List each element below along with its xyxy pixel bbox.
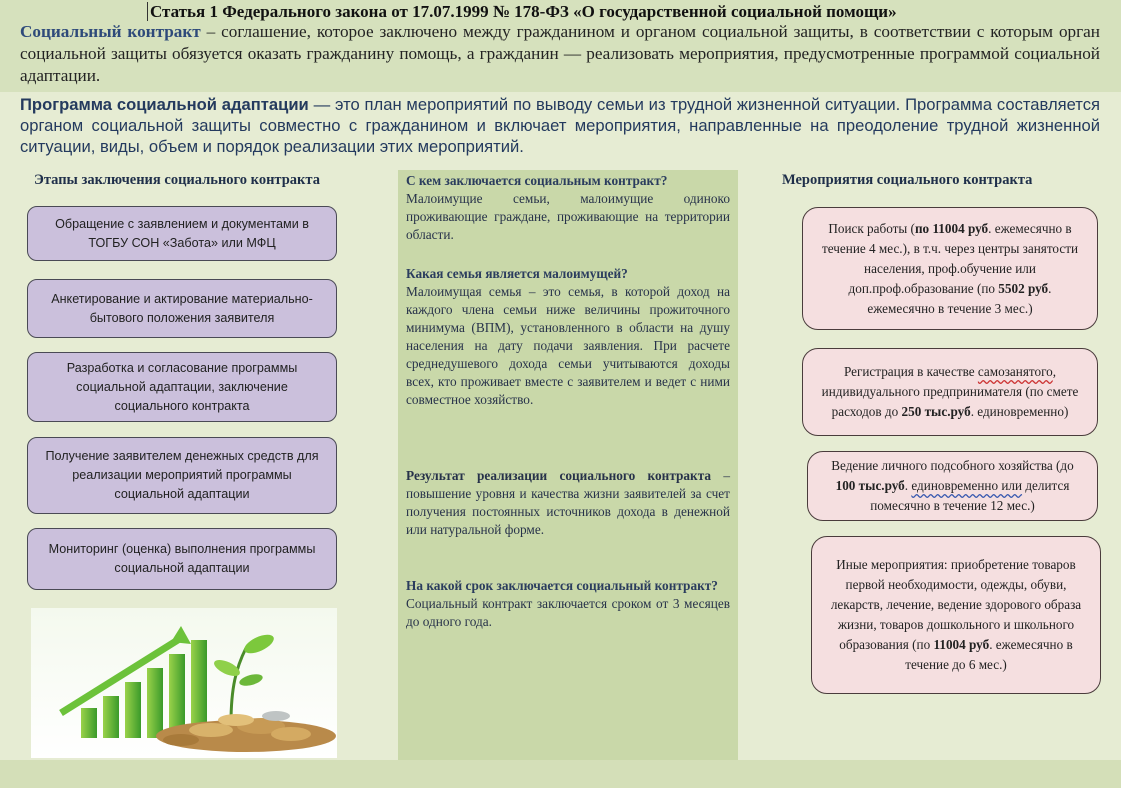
faq-answer-1: Малоимущие семьи, малоимущие одиноко проживающие граждане, проживающие на территории области. [406,191,730,242]
growth-chart-coins-illustration [31,608,337,758]
page-title: Статья 1 Федерального закона от 17.07.1999 № 178-ФЗ «О государственной социальной помощи» [147,2,977,21]
faq-question-1: С кем заключается социальным контракт? [406,173,668,188]
measure-2-part-e: . единовременно) [970,404,1069,419]
measure-4-part-c: . ежемесячно в течение до 6 мес.) [905,637,1073,672]
measure-1-part-a: Поиск работы ( [828,220,915,236]
measure-3-amount: 100 тыс.руб [835,478,905,493]
measure-2-selfemployed: самозанятого [977,364,1053,379]
faq-answer-2: Малоимущая семья – это семья, в которой доход на каждого члена семьи ниже величины прожиточного минимума (ВПМ), установленного в области на душу населения на дату подачи заявления. При расчете среднедушевого дохода семьи учитываются доходы всех, кто проживает вместе с заявителем и ведет с ними совместное хозяйство. [406,284,730,407]
measure-4-amount: 11004 руб [933,637,990,652]
faq-question-2: Какая семья является малоимущей? [406,266,628,281]
measure-1-part-c: . ежемесячно в течение 4 мес. [821,220,1072,256]
faq-item-1 [406,172,730,244]
program-text: — это план мероприятий по выводу семьи из трудной жизненной ситуации. Программа составляется органом социальной защиты совместно с гражданином и включает мероприятия, направленные на преодоление трудной жизненной ситуации, виды, объем и порядок реализации этих мероприятий. [20,95,1100,156]
definition-term: Социальный контракт [20,22,201,41]
stage-text-2: Анкетирование и актирование материально-бытового положения заявителя [51,291,313,325]
bottom-band [0,760,1121,788]
faq-item-2 [406,265,730,409]
growth-illustration [31,608,337,758]
measure-1-amount: по 11004 руб [914,220,989,236]
faq-question-3: Результат реализации социального контракта [406,468,712,483]
measure-text-1 [815,219,1085,319]
faq-item-4 [406,577,730,631]
measure-3-part-e: делится помесячно в течение 12 мес.) [870,478,1070,513]
measure-3-part-c: . [904,478,912,493]
stage-box-2 [27,279,337,338]
measure-box-2 [802,348,1098,436]
measure-1-amount-2: 5502 руб [998,280,1049,296]
stage-text-1: Обращение с заявлением и документами в ТОГБУ СОН «Забота» или МФЦ [55,216,309,250]
measure-1-part-d: ), в т.ч. через центры занятости населения, проф.обучение или доп.проф.образование (по [848,240,1079,296]
faq-item-3 [406,467,730,539]
definition-text: – соглашение, которое заключено между гражданином и органом социальной защиты, в соответствии с которым орган социальной защиты обязуется оказать гражданину помощь, а гражданин — реализовать мероприятия, предусмотренные программой социальной адаптации. [20,22,1101,85]
measure-2-amount: 250 тыс.руб [901,404,971,419]
stage-box-5 [27,528,337,590]
stage-box-1 [27,206,337,261]
measure-2-part-a: Регистрация в качестве [843,364,978,379]
faq-answer-4: Социальный контракт заключается сроком от 3 месяцев до одного года. [406,596,730,629]
definition-paragraph [20,21,1100,87]
measure-text-2 [815,362,1085,422]
stage-box-3 [27,352,337,422]
measure-text-4 [824,555,1088,675]
stage-text-5: Мониторинг (оценка) выполнения программы социальной адаптации [48,542,316,575]
stages-title: Этапы заключения социального контракта [34,172,320,188]
stage-text-4: Получение заявителем денежных средств для реализации мероприятий программы социальной адаптации [45,449,319,501]
stage-box-4 [27,437,337,514]
measure-3-onetime: единовременно или [911,478,1023,493]
program-term: Программа социальной адаптации [20,95,309,114]
measure-1-part-f: . ежемесячно в течение 3 мес.) [867,280,1052,316]
faq-answer-3 [406,467,730,539]
measure-2-part-c: , индивидуального предпринимателя (по смете расходов до [821,364,1079,419]
measure-box-1 [802,207,1098,330]
faq-answer-3-text: – повышение уровня и качества жизни заявителей за счет получения постоянных источников дохода в денежной или натуральной форме. [406,468,730,537]
measure-box-4 [811,536,1101,694]
measure-box-3 [807,451,1098,521]
program-paragraph [20,94,1100,157]
measure-3-part-a: Ведение личного подсобного хозяйства (до [831,458,1074,473]
stage-text-3: Разработка и согласование программы социальной адаптации, заключение социального контракта [66,360,298,413]
measure-4-part-a: Иные мероприятия: приобретение товаров первой необходимости, одежды, обуви, лекарств, лечение, ведение здорового образа жизни, товаров дошкольного и школьного образования (по [830,557,1082,652]
measures-title: Мероприятия социального контракта [782,172,1033,188]
faq-question-4: На какой срок заключается социальный контракт? [406,578,718,593]
measure-text-3 [820,456,1085,516]
